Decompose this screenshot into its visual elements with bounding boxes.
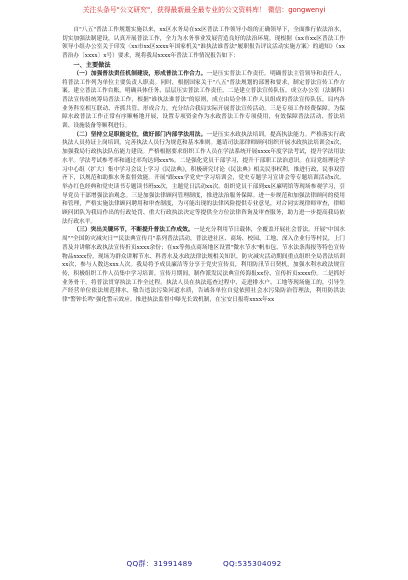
qq-number: QQ:535304092	[222, 559, 282, 568]
contact-footer	[0, 559, 408, 569]
section-2-title: （二）坚持立足职能定位，做好部门内部学法用法。	[73, 131, 207, 138]
qq-group-number: QQ群：31991489	[126, 559, 193, 568]
promo-header	[0, 6, 408, 15]
promo-header-text: 关注头条号"公文研究"，获得最新最全最专业的公文资料库！ 微信：gongwenyi	[82, 6, 326, 14]
section-1-paragraph	[62, 70, 345, 131]
section-heading-main-practices: 一、主要做法	[73, 61, 111, 69]
section-1-text: 一是压实普法工作责任。明确普法主管领导和责任人，将普法工作列为单位主要负责人职责。同时，根据国家关于"八五"普法规划的部署和要求，制定普法宣传工作方案。建立普法工作台账，明确具体任务、层层压实普法工作责任。二是建立普法宣传队伍。成立办公室（法制科）普法宣传组统筹局普法工作，根据"谁执法谁普法"的原则，成立由局全体工作人员组成的普法宣传队伍，局内各业务科室相互联动、齐抓共管、形成合力，充分结合我局实际开展普法宣传活动。三是专项工作经费保障。为保障水政普法工作正常有序顺畅地开展，设置专项资金作为水政普法工作专项使用，有效保障普法活动、普法培训、设施装备等顺利进行。	[62, 70, 346, 130]
document-body	[62, 26, 345, 305]
section-3-title: （三）突出关键环节，不断提升普法工作成效。	[73, 227, 194, 234]
section-1-title: （一）加强普法责任机制建设，形成普法工作合力。	[73, 70, 207, 77]
intro-paragraph: 自"八五"普法工作规划实施以来，xx区水务局在xx区普法工作领导小组的正确领导下，全面推行依法治水，切实加强法制建设，认真开展普法工作，全力为水务事业发展营造良好的法治环境。现根据《xx市xx区普法工作领导小组办公室关于印发〈xx市xx区xxxx年国家机关"谁执法谁普法"履职报告评议活动实施方案〉的通知》（xx普治办〔xxxx〕x号）要求，现将我局xxxx年普法工作情况报告如下：	[62, 27, 345, 60]
section-3-paragraph	[62, 226, 345, 304]
section-3-text: 一是充分利用节日载体，全覆盖开展社会普法。开展"中国水周""全国防灾减灾日""民法典宣传月"系列普法活动，普法进社区、商场、校园、工地、深入企业行等村民，上门普及并讲解水政执法宣传折页xxxx余份；在xx等热点商场地区设置"微水节水"帆布包、节水法条海报等特色宣传物品xxxx份，现场为群众讲解节水、科普水及水政法律法规相关知识。防灾减灾活动期间重点组织全局普法培训xx次，参与人数达xxx人次。我局将予成员廉洁等分享于党史宣传页，利用防汛节日契机，加强水利水政法规宣传，积极组织工作人员集中学习培训。宣传月期间，制作派发民法典宣传海报xx份、宣传折页xxxx份。二是抓好业务骨干，将普法贯穿执法工作全过程。执法人员在执法巡查过程中，走进排水户、工地等现场施工的，引导生产经营单位依法规范排水，敬告违法污染河道水质，告诫各单位自觉依照社会水污染防治管理法，利用防洪法律"警钟长鸣"强化警示效应。推进执法监督中曝光长效机制，在宝安日报将xxxx年xx	[62, 227, 345, 304]
section-2-text: 一是压实水政执法培训，提高执法能力。严格落实行政执法人员持证上岗培训，完善执法人员行为规范和基本准则。邀请司法部律师顾问组织开展水政执法培训会x次，加强我局行政执法队伍能力建设。严格根据要求组织工作人员在学法系统开展xxxx年度学法考试，提升学法用法水平。学法考试参考率和通过率均达到xxx%。二是强化党员干部学习，提升干部职工法治意识。在局党组理论学习中心组（扩大）集中学习会议上学习《民法典》，积极研究讨论《民法典》相关民事权利，推进行政、民事双管齐下，以规范和助推水务监督效能。开展"跟xxx学党史"学习培训会，党史专题学习宣讲会等专题培训活动x次。举办红色经典和党史读书专题读书班xx次，主题党日活动xx次。组织党员干部到xx区廉明馆等现场参观学习，引导党员干部增强法治观念。三是加强法律顾问管理制度，推进法治服务保障。进一步规范和加强法律顾问的使用和管理，严格实施法律顾问聘用和审查制度，为可能出现的法律风险提供专业意见，对合同实现律师审查，律师顾问团队为我局作出的行政处罚、重大行政执法决定等提供全方位法律咨询及审查服务，助力进一步提高我局依法行政水平。	[62, 131, 346, 225]
section-2-paragraph	[62, 131, 345, 227]
